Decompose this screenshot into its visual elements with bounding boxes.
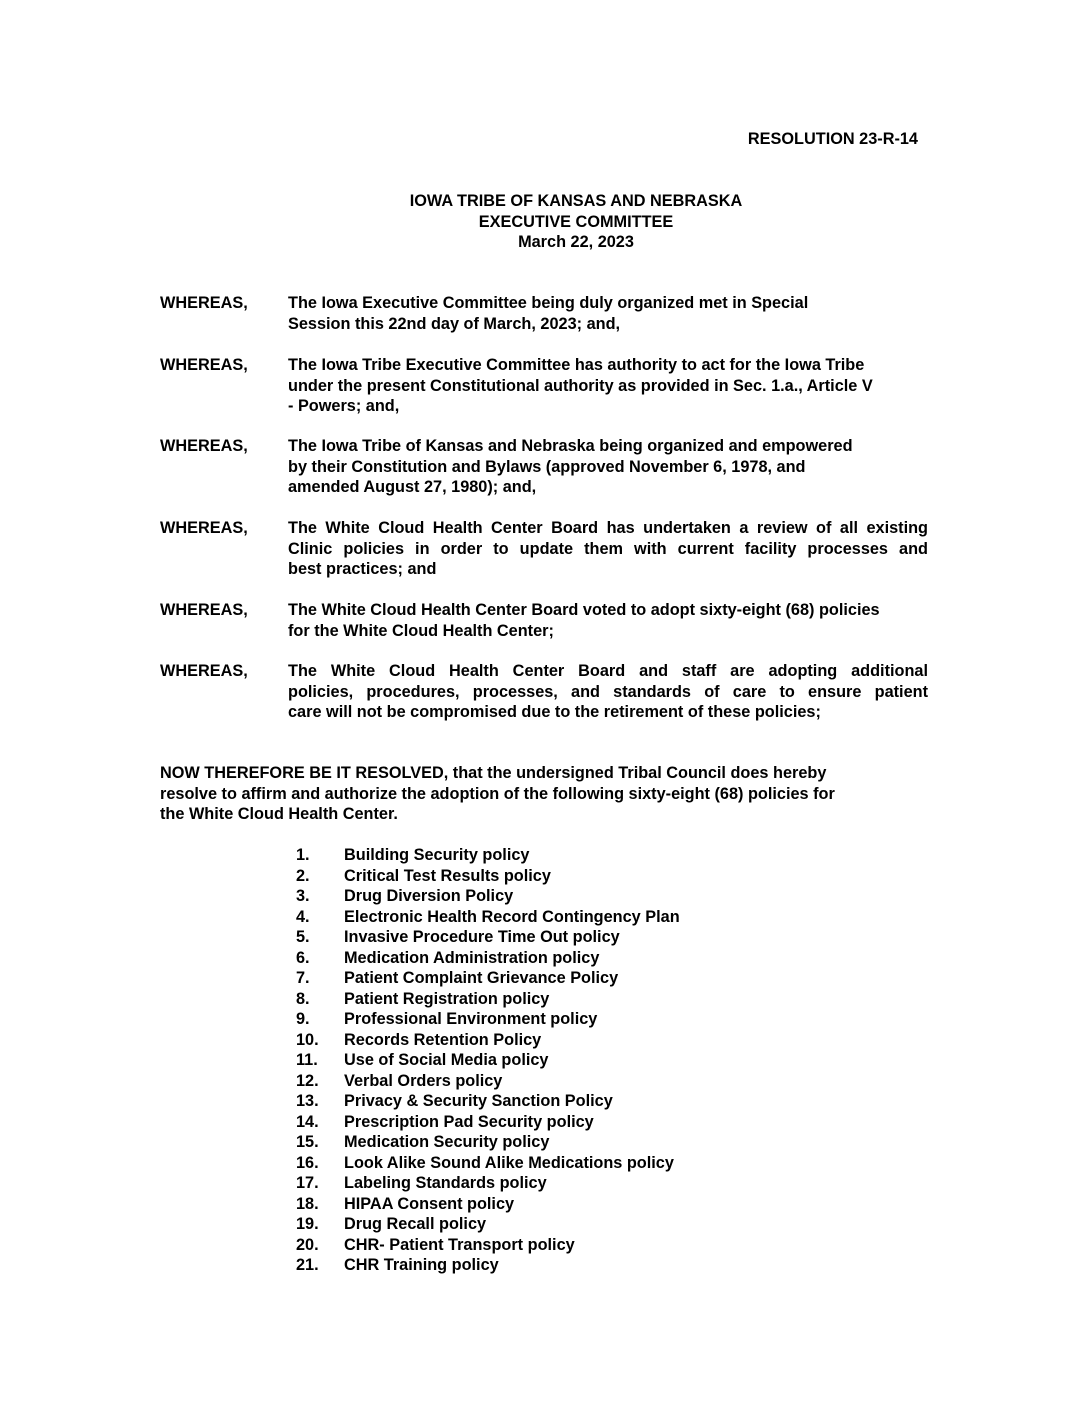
policy-name: Privacy & Security Sanction Policy — [344, 1092, 613, 1110]
policy-name: Labeling Standards policy — [344, 1174, 547, 1192]
whereas-label: WHEREAS, — [160, 662, 248, 680]
policy-number: 16. — [296, 1153, 319, 1172]
policy-number: 20. — [296, 1235, 319, 1254]
whereas-line: amended August 27, 1980); and, — [288, 478, 537, 496]
policy-name: Look Alike Sound Alike Medications policy — [344, 1153, 674, 1172]
policy-name: HIPAA Consent policy — [344, 1194, 515, 1213]
policy-number: 17. — [296, 1174, 319, 1192]
whereas-label: WHEREAS, — [160, 294, 248, 312]
whereas-line: The Iowa Executive Committee being duly organized met in Special — [288, 294, 809, 312]
whereas-label: WHEREAS, — [160, 601, 248, 619]
whereas-line: The White Cloud Health Center Board has undertaken a review of all existing — [288, 519, 928, 537]
whereas-line: care will not be compromised due to the retirement of these policies; — [288, 703, 821, 721]
policy-number: 12. — [296, 1071, 319, 1090]
policy-number: 10. — [296, 1030, 319, 1049]
policy-name: Medication Security policy — [344, 1133, 550, 1151]
title-date: March 22, 2023 — [518, 233, 634, 251]
document-title — [0, 191, 1088, 253]
policy-name: Patient Registration policy — [344, 989, 550, 1008]
policy-number: 13. — [296, 1092, 319, 1110]
policy-number: 18. — [296, 1194, 319, 1213]
policy-number: 15. — [296, 1133, 319, 1151]
whereas-line: The Iowa Tribe Executive Committee has authority to act for the Iowa Tribe — [288, 356, 865, 374]
whereas-line: Session this 22nd day of March, 2023; and, — [288, 314, 621, 333]
policy-name: Records Retention Policy — [344, 1030, 542, 1049]
policy-number: 19. — [296, 1215, 319, 1233]
resolved-paragraph — [160, 763, 920, 825]
policy-number: 11. — [296, 1051, 318, 1069]
whereas-text — [288, 355, 928, 417]
whereas-text — [288, 518, 928, 580]
policy-name: Drug Recall policy — [344, 1215, 487, 1233]
policy-name: Verbal Orders policy — [344, 1071, 503, 1090]
whereas-label: WHEREAS, — [160, 519, 248, 537]
policy-number: 6. — [296, 948, 310, 967]
policy-name: Electronic Health Record Contingency Plan — [344, 907, 680, 926]
policy-number: 4. — [296, 907, 310, 926]
policy-number: 21. — [296, 1256, 319, 1274]
whereas-line: best practices; and — [288, 560, 437, 578]
whereas-line: policies, procedures, processes, and standards of care to ensure patient — [288, 682, 928, 701]
whereas-text — [288, 436, 928, 498]
policy-number: 14. — [296, 1112, 319, 1131]
title-committee: EXECUTIVE COMMITTEE — [478, 212, 674, 231]
policy-number: 8. — [296, 989, 310, 1008]
policy-number: 2. — [296, 866, 310, 885]
policy-name: Medication Administration policy — [344, 948, 600, 967]
resolved-line: resolve to affirm and authorize the adoption of the following sixty-eight (68) policies for — [160, 784, 835, 803]
policy-number: 3. — [296, 887, 310, 905]
policy-name: Building Security policy — [344, 846, 530, 864]
policy-name: Drug Diversion Policy — [344, 887, 514, 905]
policy-number: 9. — [296, 1010, 310, 1028]
policy-name: Critical Test Results policy — [344, 866, 551, 885]
policy-number: 1. — [296, 846, 310, 864]
title-organization: IOWA TRIBE OF KANSAS AND NEBRASKA — [409, 192, 743, 210]
policy-number: 7. — [296, 969, 310, 987]
policy-name: Prescription Pad Security policy — [344, 1112, 594, 1131]
whereas-line: under the present Constitutional authority as provided in Sec. 1.a., Article V — [288, 376, 873, 395]
whereas-line: The White Cloud Health Center Board voted to adopt sixty-eight (68) policies — [288, 601, 880, 619]
whereas-line: Clinic policies in order to update them with current facility processes and — [288, 539, 928, 558]
policy-name: Professional Environment policy — [344, 1010, 598, 1028]
whereas-text — [288, 293, 928, 334]
whereas-line: by their Constitution and Bylaws (approved November 6, 1978, and — [288, 457, 806, 476]
whereas-line: - Powers; and, — [288, 397, 400, 415]
resolved-line: NOW THEREFORE BE IT RESOLVED, that the undersigned Tribal Council does hereby — [160, 764, 827, 782]
policy-number: 5. — [296, 928, 310, 946]
policy-name: Patient Complaint Grievance Policy — [344, 969, 619, 987]
resolved-line: the White Cloud Health Center. — [160, 805, 398, 823]
whereas-text — [288, 600, 928, 641]
policy-name: CHR- Patient Transport policy — [344, 1235, 575, 1254]
whereas-label: WHEREAS, — [160, 437, 248, 455]
whereas-line: The White Cloud Health Center Board and staff are adopting additional — [288, 662, 928, 680]
whereas-line: for the White Cloud Health Center; — [288, 621, 554, 640]
whereas-line: The Iowa Tribe of Kansas and Nebraska being organized and empowered — [288, 437, 853, 455]
policy-name: Use of Social Media policy — [344, 1051, 549, 1069]
whereas-label: WHEREAS, — [160, 356, 248, 374]
policy-name: CHR Training policy — [344, 1256, 499, 1274]
policy-name: Invasive Procedure Time Out policy — [344, 928, 620, 946]
whereas-text — [288, 661, 928, 723]
resolution-number: RESOLUTION 23-R-14 — [747, 130, 918, 148]
